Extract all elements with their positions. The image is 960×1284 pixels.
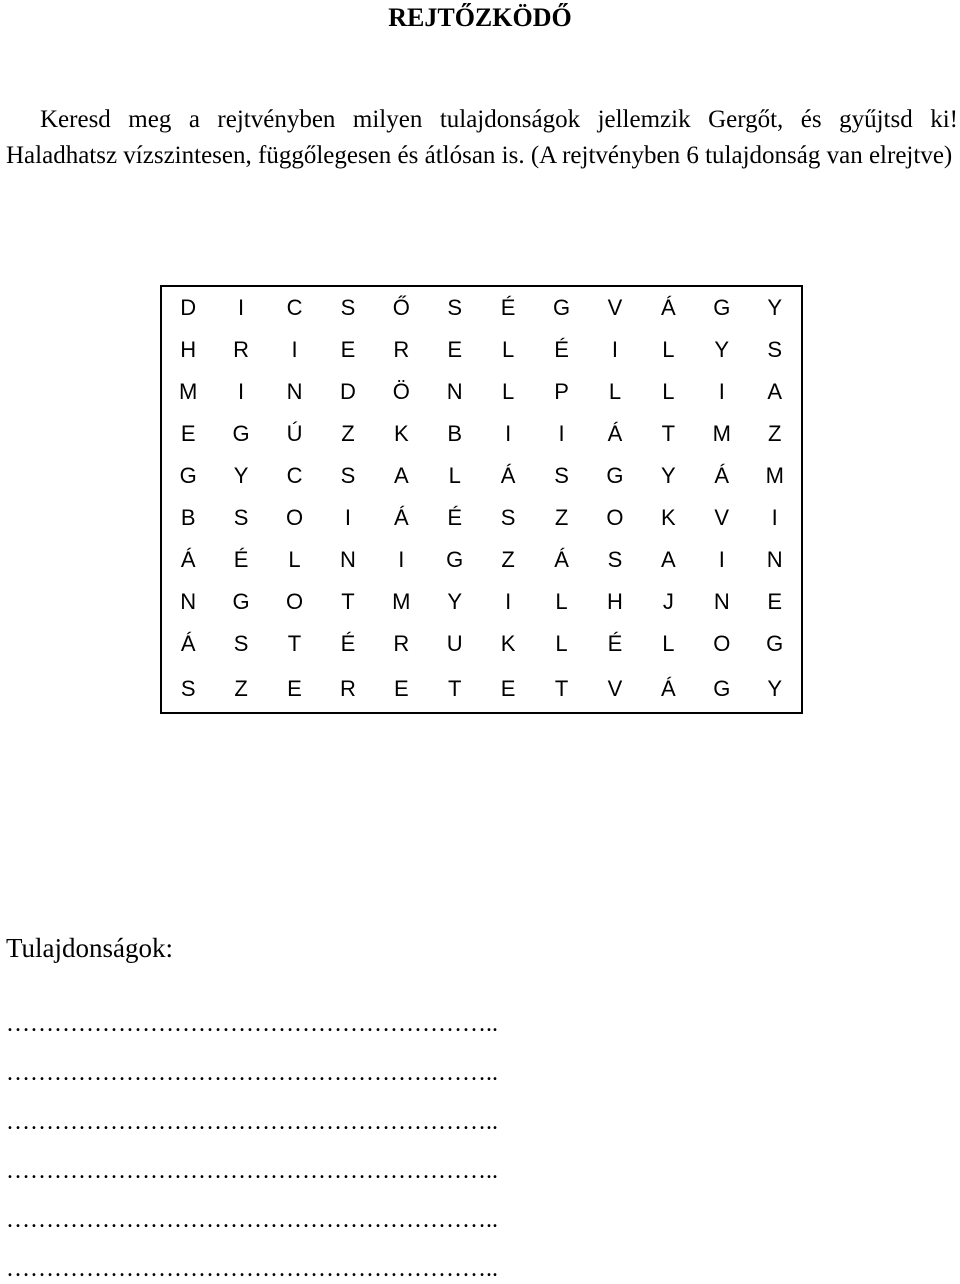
- page-title: REJTŐZKÖDŐ: [388, 3, 572, 32]
- grid-cell: G: [606, 463, 624, 488]
- grid-cell: Y: [661, 463, 676, 488]
- grid-cell: E: [767, 589, 783, 614]
- grid-cell: K: [393, 421, 409, 446]
- grid-cell: S: [607, 547, 623, 572]
- answers-label: Tulajdonságok:: [6, 933, 174, 963]
- grid-cell: G: [179, 463, 197, 488]
- grid-cell: N: [286, 379, 303, 404]
- grid-cell: S: [340, 463, 356, 488]
- grid-cell: Á: [554, 547, 569, 572]
- grid-cell: L: [662, 337, 675, 362]
- answer-line[interactable]: ……………………………………………………..: [6, 1060, 498, 1086]
- grid-cell: J: [662, 589, 674, 614]
- grid-row: [161, 497, 802, 539]
- grid-cell: E: [447, 337, 463, 362]
- grid-cell: Á: [661, 675, 676, 701]
- grid-row: [161, 413, 802, 455]
- grid-cell: S: [340, 295, 356, 320]
- grid-cell: S: [180, 675, 196, 701]
- grid-cell: R: [339, 675, 356, 701]
- grid-cell: I: [505, 589, 512, 614]
- grid-cell: N: [339, 547, 356, 572]
- grid-cell: Ö: [392, 379, 410, 404]
- grid-cell: S: [233, 631, 249, 656]
- grid-cell: Z: [341, 421, 355, 446]
- grid-cell: Y: [233, 463, 249, 488]
- grid-cell: G: [766, 631, 784, 656]
- answer-line[interactable]: ……………………………………………………..: [6, 1207, 498, 1233]
- grid-cell: Y: [767, 295, 783, 320]
- grid-cell: G: [232, 589, 250, 614]
- grid-cell: Á: [714, 463, 730, 488]
- grid-row: [161, 539, 802, 581]
- grid-cell: L: [448, 463, 461, 488]
- grid-cell: Á: [500, 463, 516, 488]
- grid-cell: É: [500, 295, 516, 320]
- grid-cell: M: [765, 463, 784, 488]
- grid-cell: A: [393, 463, 409, 488]
- grid-cell: I: [718, 547, 725, 572]
- grid-cell: T: [341, 589, 355, 614]
- grid-row: [161, 665, 802, 713]
- grid-cell: É: [340, 631, 356, 656]
- grid-cell: T: [448, 675, 462, 701]
- grid-cell: E: [287, 675, 302, 701]
- grid-cell: I: [291, 337, 298, 362]
- grid-cell: B: [447, 421, 463, 446]
- grid-cell: M: [712, 421, 731, 446]
- grid-cell: I: [771, 505, 778, 530]
- grid-cell: R: [393, 337, 410, 362]
- instructions: [6, 102, 958, 174]
- grid-cell: L: [502, 379, 515, 404]
- grid-cell: D: [180, 295, 197, 320]
- grid-cell: É: [233, 547, 249, 572]
- grid-cell: E: [500, 675, 516, 701]
- grid-cell: É: [447, 505, 463, 530]
- grid-cell: C: [286, 463, 303, 488]
- grid-cell: L: [662, 379, 675, 404]
- grid-cell: T: [661, 421, 676, 446]
- grid-cell: E: [340, 337, 356, 362]
- grid-cell: I: [611, 337, 619, 362]
- grid-cell: K: [661, 505, 676, 530]
- instructions-line-3: tulajdonság van elrejtve): [705, 142, 953, 169]
- grid-cell: H: [607, 589, 623, 614]
- grid-cell: S: [233, 505, 249, 530]
- grid-cell: I: [238, 379, 245, 404]
- grid-cell: I: [558, 421, 565, 446]
- grid-cell: Á: [393, 505, 409, 530]
- grid-cell: I: [398, 547, 405, 572]
- grid-cell: I: [344, 505, 351, 530]
- grid-cell: O: [713, 631, 731, 656]
- grid-cell: L: [662, 631, 675, 656]
- grid-cell: N: [180, 589, 197, 614]
- grid-cell: G: [552, 295, 571, 320]
- grid-cell: D: [339, 379, 356, 404]
- grid-cell: Á: [180, 547, 196, 572]
- grid-cell: B: [180, 505, 196, 530]
- grid-cell: R: [233, 337, 250, 362]
- grid-cell: G: [232, 421, 250, 446]
- grid-cell: Y: [714, 337, 730, 362]
- grid-cell: T: [287, 631, 302, 656]
- instructions-line-2: ki! Haladhatsz vízszintesen, függőlegesen és átlósan is. (A rejtvényben 6: [6, 106, 959, 169]
- grid-cell: I: [505, 421, 512, 446]
- grid-cell: V: [607, 295, 623, 320]
- grid-cell: S: [500, 505, 516, 530]
- grid-cell: Y: [767, 675, 783, 701]
- grid-cell: G: [713, 295, 731, 320]
- grid-cell: L: [608, 379, 622, 404]
- grid-row: [161, 286, 802, 329]
- grid-cell: S: [447, 295, 463, 320]
- grid-cell: Ő: [392, 295, 410, 320]
- answer-line[interactable]: ……………………………………………………..: [6, 1011, 498, 1037]
- grid-cell: Á: [661, 295, 676, 320]
- answer-line[interactable]: ……………………………………………………..: [6, 1256, 498, 1282]
- grid-cell: V: [714, 505, 730, 530]
- grid-cell: U: [446, 631, 463, 656]
- grid-row: [161, 623, 802, 665]
- grid-cell: O: [285, 589, 304, 614]
- grid-cell: L: [502, 337, 515, 362]
- answer-line[interactable]: ……………………………………………………..: [6, 1109, 498, 1135]
- grid-cell: Z: [554, 505, 569, 530]
- grid-cell: L: [555, 631, 568, 656]
- grid-cell: Á: [607, 421, 623, 446]
- grid-cell: L: [288, 547, 301, 572]
- grid-cell: Z: [234, 675, 248, 701]
- grid-cell: L: [555, 589, 568, 614]
- grid-cell: O: [285, 505, 304, 530]
- grid-row: [161, 371, 802, 413]
- grid-cell: M: [179, 379, 198, 404]
- grid-cell: S: [554, 463, 569, 488]
- grid-cell: É: [607, 631, 623, 656]
- grid-cell: E: [180, 421, 196, 446]
- grid-cell: C: [286, 295, 303, 320]
- grid-cell: I: [238, 295, 245, 320]
- word-search-grid: [160, 285, 803, 714]
- grid-cell: K: [500, 631, 516, 656]
- grid-cell: N: [446, 379, 463, 404]
- answer-line[interactable]: ……………………………………………………..: [6, 1158, 498, 1184]
- word-search-grid-body: [161, 286, 802, 713]
- grid-cell: Z: [768, 421, 782, 446]
- grid-cell: É: [554, 337, 569, 362]
- grid-cell: V: [607, 675, 623, 701]
- grid-cell: G: [713, 675, 731, 701]
- instructions-line-1: Keresd meg a rejtvényben milyen tulajdonságok jellemzik Gergőt, és gyűjtsd: [40, 106, 913, 133]
- grid-cell: P: [554, 379, 569, 404]
- grid-cell: R: [393, 631, 410, 656]
- grid-cell: Y: [447, 589, 463, 614]
- grid-cell: H: [180, 337, 197, 362]
- grid-cell: T: [554, 675, 569, 701]
- grid-cell: O: [606, 505, 624, 530]
- grid-cell: I: [718, 379, 725, 404]
- grid-cell: N: [713, 589, 730, 614]
- grid-cell: A: [661, 547, 676, 572]
- grid-row: [161, 329, 802, 371]
- grid-cell: Á: [180, 631, 196, 656]
- grid-cell: N: [766, 547, 783, 572]
- grid-cell: Z: [501, 547, 515, 572]
- grid-row: [161, 455, 802, 497]
- grid-cell: Ú: [286, 421, 303, 446]
- grid-row: [161, 581, 802, 623]
- grid-cell: A: [767, 379, 783, 404]
- grid-cell: G: [446, 547, 464, 572]
- grid-cell: M: [392, 589, 411, 614]
- grid-cell: S: [767, 337, 783, 362]
- grid-cell: E: [393, 675, 409, 701]
